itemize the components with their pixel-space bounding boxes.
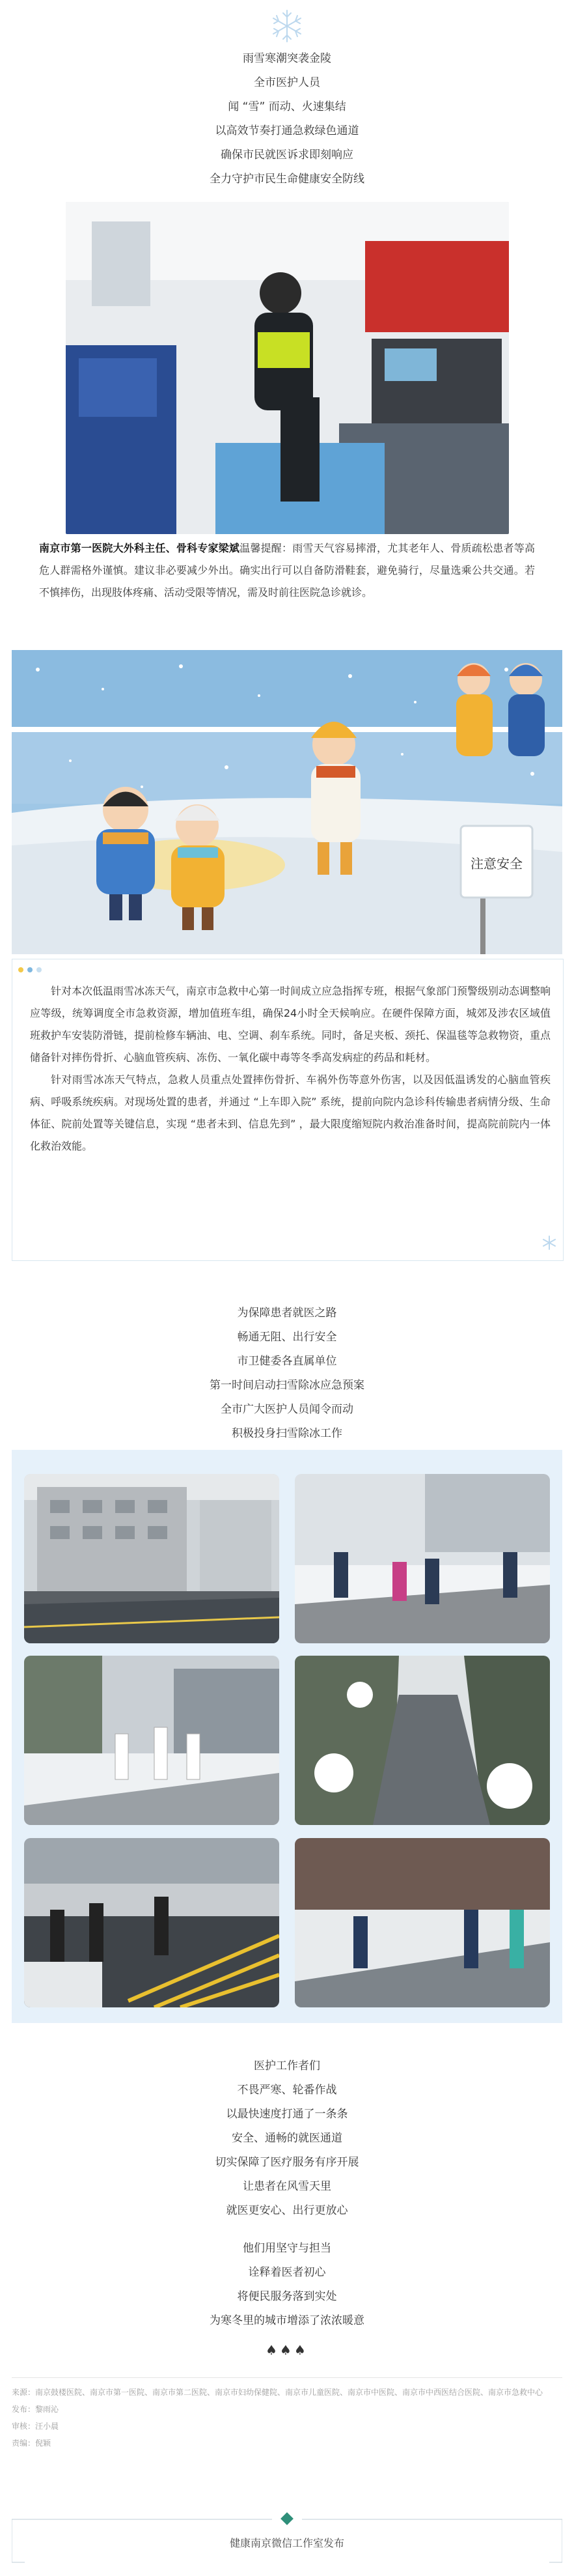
credits [12,2384,562,2452]
poem-line: 他们用坚守与担当 [243,2242,331,2255]
poem-line: 为寒冬里的城市增添了浓浓暖意 [210,2314,364,2327]
notice-paragraph: 针对本次低温雨雪冰冻天气，南京市急救中心第一时间成立应急指挥专班，根据气象部门预警级别动态调整响应等级，统筹调度全市急救资源，增加值班车组，确保24小时全天候响应。在硬件保障方面，城郊及涉农区域值班救护车安装防滑链，提前检修车辆油、电、空调、刹车系统。同时，备足夹板、颈托、保温毯等急救物资，重点储备针对摔伤骨折、心脑血管疾病、冻伤、一氧化碳中毒等冬季高发病症的药品和耗材。 [30,985,551,1064]
poem-line: 不畏严寒、轮番作战 [237,2084,337,2097]
snowflake-icon [267,7,307,46]
notice-paragraph: 针对雨雪冰冻天气特点，急救人员重点处置摔伤骨折、车祸外伤等意外伤害，以及因低温诱发的心脑血管疾病、呼吸系统疾病。对现场处置的患者，并通过 “上车即入院” 系统，提前向院内急诊科传输患者病情分级、生命体征、院前处置等关键信息，实现 “患者未到、信息先到” ，最大限度缩短院内救治准备时间，提高院前院内一体化救治效能。 [30,1073,551,1152]
snowflake-small-icon [541,1235,557,1251]
notice-text [30,980,551,1157]
reviewer-line: 审核：汪小晨 [12,2422,59,2431]
poem-line: 雨雪寒潮突袭金陵 [243,52,331,65]
poem-line: 让患者在风雪天里 [243,2180,331,2193]
poem-line: 全市医护人员 [254,76,320,89]
intro-poem [0,47,574,191]
sign-text: 注意安全 [471,856,523,871]
poem-line: 将便民服务落到实处 [237,2290,337,2303]
poem-line: 诠释着医者初心 [248,2266,326,2279]
expert-tip-text: 温馨提醒：雨雪天气容易摔滑，尤其老年人、骨质疏松患者等高危人群需格外谨慎。建议非必要减少外出。确实出行可以自备防滑鞋套，避免骑行，尽量选乘公共交通。若不慎摔伤，出现肢体疼痛、活动受限等情况，需及时前往医院急诊就诊。 [39,542,535,599]
poem-line: 第一时间启动扫雪除冰应急预案 [210,1379,364,1392]
poem-line: 切实保障了医疗服务有序开展 [215,2156,359,2169]
middle-poem [0,1301,574,1446]
poem-line: 以最快速度打通了一条条 [226,2108,348,2121]
blue-dot-icon [27,967,33,972]
footer-brand-box [12,2506,562,2566]
poem-line: 闻 “雪” 而动、火速集结 [228,100,346,113]
hospital-staff-clearing-photo [24,1656,279,1825]
footer-brand-text: 健康南京微信工作室发布 [229,2537,345,2549]
source-line: 来源：南京鼓楼医院、南京市第一医院、南京市第二医院、南京市妇幼保健院、南京市儿童医院、南京市中医院、南京市中西医结合医院、南京市急救中心 [12,2388,543,2397]
expert-name: 南京市第一医院大外科主任、骨科专家梁斌 [39,542,240,554]
poem-line: 畅通无阻、出行安全 [237,1331,337,1344]
snow-sweeping-photo [295,1474,550,1643]
poem-line: 以高效节奏打通急救绿色通道 [215,124,359,137]
poem-line: 为保障患者就医之路 [237,1307,337,1320]
poem-line: 就医更安心、出行更放心 [226,2204,348,2217]
divider [12,2377,562,2378]
expert-tip-paragraph [39,537,535,604]
closing-poem [0,2054,574,2223]
snowy-path-photo [295,1656,550,1825]
poem-line: 全力守护市民生命健康安全防线 [210,173,364,186]
end-mark: ♠♠♠ [266,2342,308,2358]
ambulance-interior-photo [66,202,509,534]
snow-safety-illustration [12,650,562,954]
poem-line: 积极投身扫雪除冰工作 [232,1427,342,1440]
poem-line: 市卫健委各直属单位 [237,1355,337,1368]
yellow-dot-icon [18,967,23,972]
entrance-sweeping-photo [295,1838,550,2007]
closing-poem-2 [0,2237,574,2333]
publisher-line: 发布：黎雨沁 [12,2405,59,2414]
poem-line: 确保市民就医诉求即刻响应 [221,149,353,162]
poem-line: 全市广大医护人员闻令而动 [221,1403,353,1416]
light-blue-dot-icon [36,967,42,972]
poem-line: 安全、通畅的就医通道 [232,2132,342,2145]
decor-dots [18,963,46,975]
crosswalk-clearing-photo [24,1838,279,2007]
poem-line: 医护工作者们 [254,2059,320,2073]
supervisor-line: 责编：倪颖 [12,2439,51,2448]
snow-clearing-photo [24,1474,279,1643]
